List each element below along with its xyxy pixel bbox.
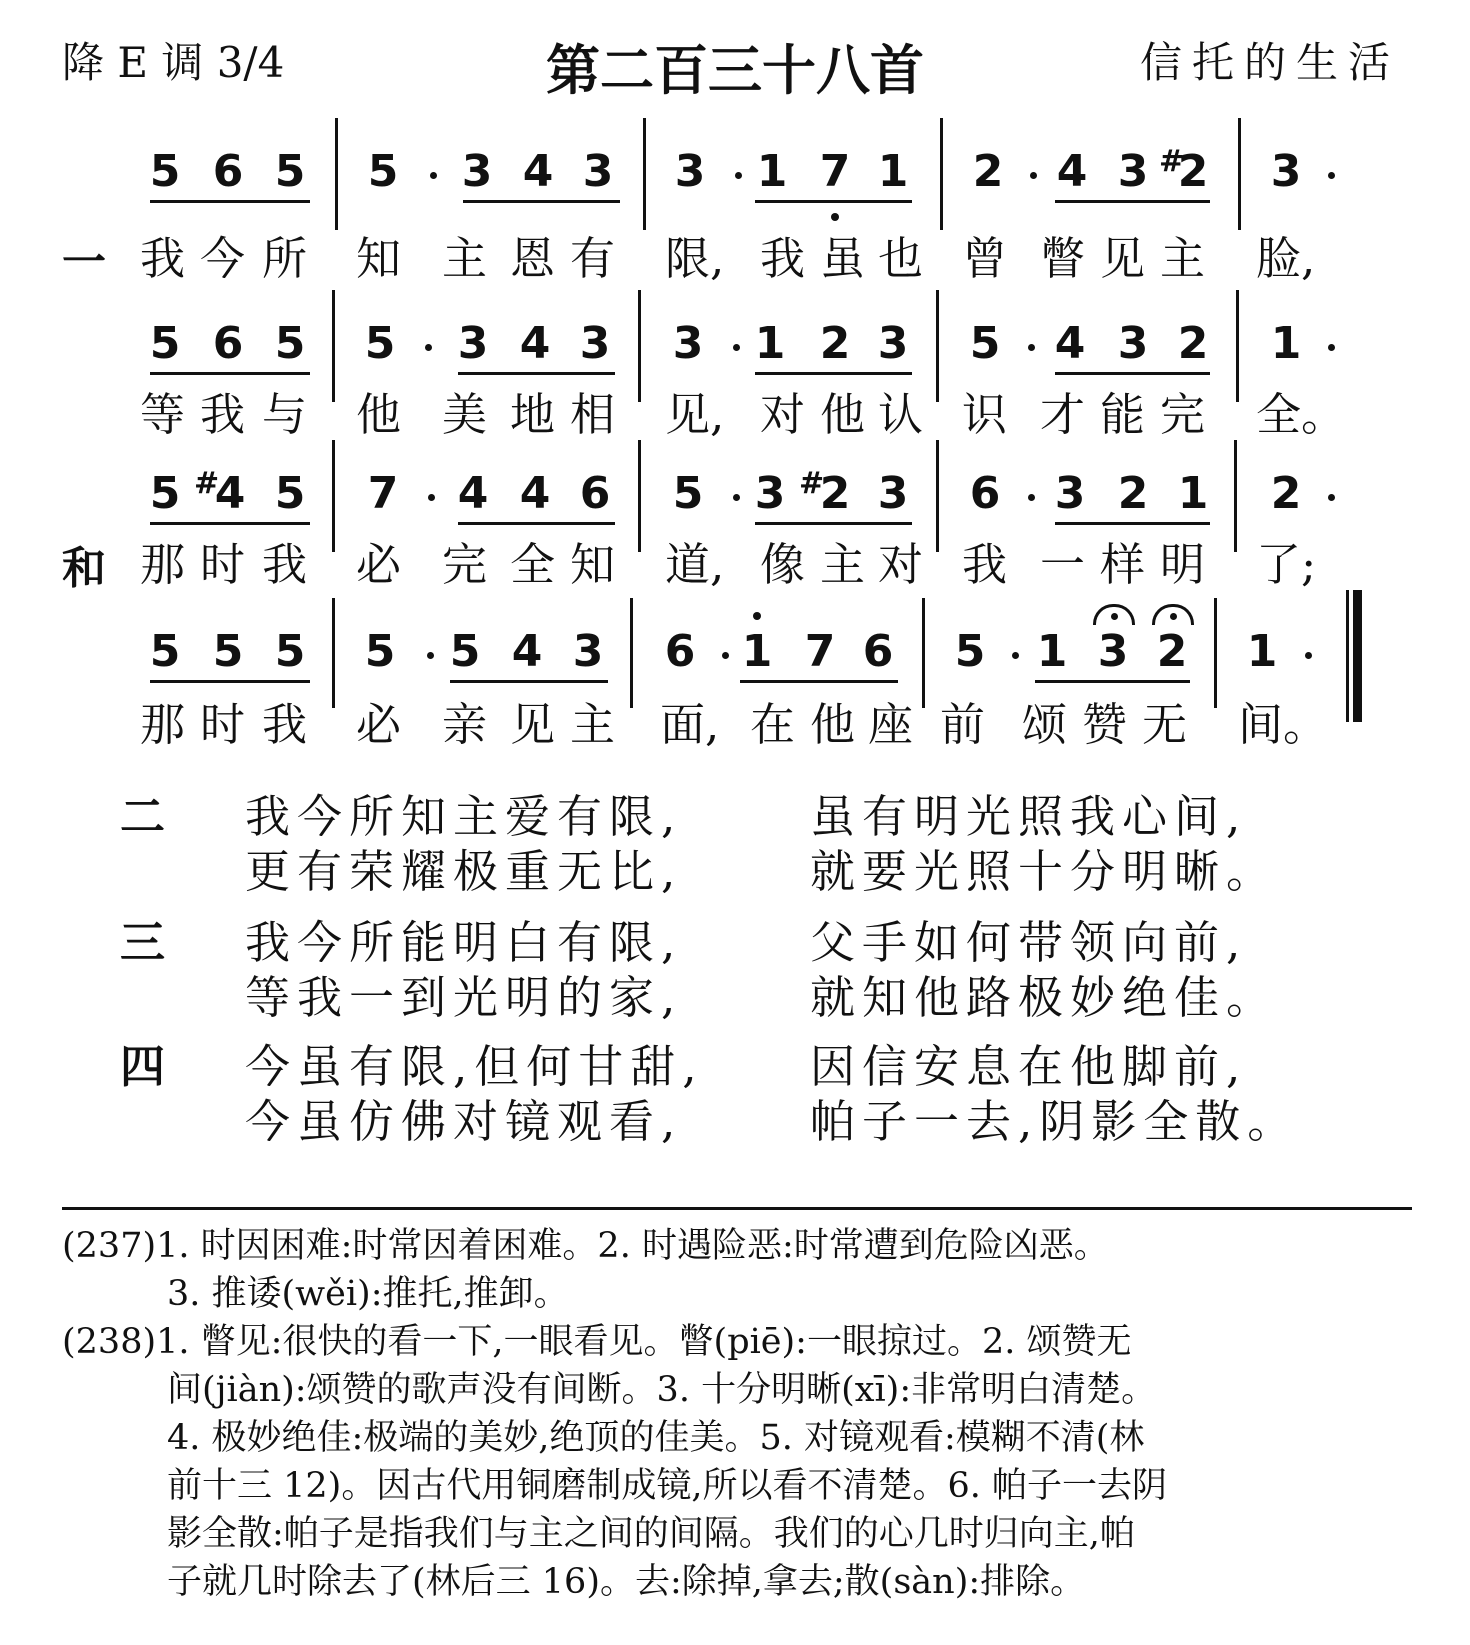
lyric-syllable: 一: [1040, 538, 1086, 591]
note: 3: [674, 146, 706, 197]
lyric-syllable: 明: [1160, 538, 1206, 591]
verse-line: 虽有明光照我心间,: [810, 790, 1248, 843]
note: 1: [1270, 318, 1302, 369]
lyric-syllable: 也: [878, 232, 924, 285]
lyric-syllable: 时: [200, 538, 246, 591]
note: 3: [582, 146, 614, 197]
note: 5: [449, 626, 481, 677]
note: 3: [1117, 318, 1149, 369]
lyric-syllable: 美: [442, 388, 488, 441]
verse-line: 我今所知主爱有限,: [245, 790, 683, 843]
lyric-syllable: 知: [356, 232, 402, 285]
note: 2: [819, 318, 851, 369]
eighth-beam: [755, 372, 912, 375]
note: 5: [969, 318, 1001, 369]
lyric-syllable: 那: [140, 698, 186, 751]
augmentation-dot: [428, 494, 435, 501]
eighth-beam: [1035, 680, 1190, 683]
eighth-beam: [150, 680, 310, 683]
lyric-syllable: 他: [810, 698, 856, 751]
eighth-beam: [1055, 200, 1210, 203]
note: 2: [1270, 468, 1302, 519]
verse-line: 等我一到光明的家,: [245, 971, 683, 1024]
barline: [335, 118, 338, 230]
note: 5: [954, 626, 986, 677]
lyric-syllable: 限,: [665, 232, 725, 285]
note: 4: [214, 468, 246, 519]
augmentation-dot: [733, 344, 740, 351]
lyric-syllable: 见: [510, 698, 556, 751]
note: 5: [149, 146, 181, 197]
fermata-icon: [1093, 604, 1135, 625]
augmentation-dot: [430, 172, 437, 179]
note: 3: [457, 318, 489, 369]
note: 4: [457, 468, 489, 519]
augmentation-dot: [1012, 652, 1019, 659]
lyric-syllable: 我: [760, 232, 806, 285]
lyric-row: [0, 528, 1470, 591]
lyric-syllable: 完: [1160, 388, 1206, 441]
lyric-syllable: 我: [262, 698, 308, 751]
hymn-theme: 信托的生活: [1139, 38, 1400, 87]
lyric-syllable: 认: [878, 388, 924, 441]
note: 1: [1246, 626, 1278, 677]
lyric-syllable: 我: [200, 388, 246, 441]
augmentation-dot: [735, 172, 742, 179]
verse-number: 三: [120, 916, 173, 969]
eighth-beam: [740, 680, 898, 683]
verse-line: 父手如何带领向前,: [810, 916, 1248, 969]
eighth-beam: [150, 372, 310, 375]
note: 1: [1177, 468, 1209, 519]
augmentation-dot: [427, 652, 434, 659]
lyric-syllable: 所: [262, 232, 308, 285]
eighth-beam: [450, 680, 608, 683]
lyric-syllable: 识: [962, 388, 1008, 441]
note: 6: [969, 468, 1001, 519]
note: 2: [1177, 146, 1209, 197]
lyric-syllable: 道,: [665, 538, 725, 591]
lyric-syllable: 完: [442, 538, 488, 591]
verse-line: 因信安息在他脚前,: [810, 1040, 1248, 1093]
note: 5: [149, 468, 181, 519]
note: 4: [1054, 318, 1086, 369]
lyric-syllable: 全: [510, 538, 556, 591]
lyric-syllable: 像: [760, 538, 806, 591]
footnote-divider: [62, 1207, 1412, 1210]
lyric-syllable: 瞥: [1040, 232, 1086, 285]
note: 3: [461, 146, 493, 197]
footnote-line: 3. 推诿(wěi):推托,推卸。: [167, 1274, 569, 1314]
eighth-beam: [458, 372, 615, 375]
note: 3: [672, 318, 704, 369]
note: 6: [579, 468, 611, 519]
staff-notes-row: [0, 312, 1470, 382]
lyric-syllable: 对: [878, 538, 924, 591]
note: 5: [672, 468, 704, 519]
note: 3: [572, 626, 604, 677]
footnote-line: 子就几时除去了(林后三 16)。去:除掉,拿去;散(sàn):排除。: [167, 1562, 1086, 1602]
lyric-syllable: 座: [868, 698, 914, 751]
lyric-syllable: 在: [750, 698, 796, 751]
note: 2: [819, 468, 851, 519]
lyric-syllable: 他: [356, 388, 402, 441]
lyric-syllable: 有: [570, 232, 616, 285]
lyric-syllable: 他: [820, 388, 866, 441]
note: 5: [274, 626, 306, 677]
lyric-syllable: 赞: [1082, 698, 1128, 751]
verse-number: 四: [120, 1040, 173, 1093]
footnote-line: 前十三 12)。因古代用铜磨制成镜,所以看不清楚。6. 帕子一去阴: [167, 1466, 1167, 1506]
verse-line: 就知他路极妙绝佳。: [810, 971, 1279, 1024]
augmentation-dot: [722, 652, 729, 659]
note: 2: [1117, 468, 1149, 519]
lyric-syllable: 等: [140, 388, 186, 441]
verse-line: 更有荣耀极重无比,: [245, 845, 683, 898]
sharp-sign: #: [799, 466, 825, 501]
lyric-syllable: 面,: [660, 698, 720, 751]
footnote-line: (238)1. 瞥见:很快的看一下,一眼看见。瞥(piē):一眼掠过。2. 颂赞无: [62, 1322, 1132, 1362]
augmentation-dot: [1030, 172, 1037, 179]
lyric-syllable: 必: [356, 538, 402, 591]
note: 5: [364, 318, 396, 369]
verse-line: 今虽有限,但何甘甜,: [245, 1040, 704, 1093]
lyric-syllable: 必: [356, 698, 402, 751]
augmentation-dot: [733, 494, 740, 501]
eighth-beam: [150, 200, 310, 203]
note: 4: [1056, 146, 1088, 197]
lyric-syllable: 无: [1142, 698, 1188, 751]
footnote-line: (237)1. 时因困难:时常因着困难。2. 时遇险恶:时常遭到危险凶恶。: [62, 1226, 1109, 1266]
note: 4: [511, 626, 543, 677]
staff-notes-row: [0, 620, 1470, 690]
note: 3: [1270, 146, 1302, 197]
barline: [1238, 118, 1241, 230]
fermata-icon: [1152, 604, 1194, 625]
verse-label: 和: [62, 543, 106, 594]
note: 5: [212, 626, 244, 677]
lyric-syllable: 今: [200, 232, 246, 285]
verse-line: 就要光照十分明晰。: [810, 845, 1279, 898]
augmentation-dot: [1028, 344, 1035, 351]
verse-block: [120, 1030, 1420, 1148]
note: 1: [741, 626, 773, 677]
note: 6: [664, 626, 696, 677]
lyric-syllable: 全。: [1256, 388, 1347, 441]
note: 1: [1036, 626, 1068, 677]
note: 4: [519, 468, 551, 519]
lyric-syllable: 相: [570, 388, 616, 441]
lyric-syllable: 了;: [1256, 538, 1317, 591]
eighth-beam: [1055, 522, 1210, 525]
verse-line: 我今所能明白有限,: [245, 916, 683, 969]
eighth-beam: [150, 522, 310, 525]
note: 2: [972, 146, 1004, 197]
augmentation-dot: [1328, 344, 1335, 351]
verse-label: 一: [62, 237, 106, 288]
eighth-beam: [1055, 372, 1210, 375]
note: 5: [274, 468, 306, 519]
verse-block: [120, 780, 1420, 898]
lyric-syllable: 主: [570, 698, 616, 751]
upper-octave-dot: [753, 612, 761, 620]
lyric-syllable: 与: [262, 388, 308, 441]
lower-octave-dot: [831, 213, 839, 221]
verse-number: 二: [120, 790, 173, 843]
note: 3: [1054, 468, 1086, 519]
footnote-line: 4. 极妙绝佳:极端的美妙,绝顶的佳美。5. 对镜观看:模糊不清(林: [167, 1418, 1145, 1458]
verse-line: 今虽仿佛对镜观看,: [245, 1095, 683, 1148]
footnotes: [62, 1222, 1412, 1606]
note: 4: [519, 318, 551, 369]
lyric-syllable: 才: [1040, 388, 1086, 441]
lyric-syllable: 主: [1160, 232, 1206, 285]
note: 3: [1097, 626, 1129, 677]
augmentation-dot: [1328, 172, 1335, 179]
eighth-beam: [755, 522, 912, 525]
verse-block: [120, 906, 1420, 1024]
footnote-line: 间(jiàn):颂赞的歌声没有间断。3. 十分明晰(xī):非常明白清楚。: [167, 1370, 1157, 1410]
note: 2: [1156, 626, 1188, 677]
augmentation-dot: [1028, 494, 1035, 501]
lyric-syllable: 时: [200, 698, 246, 751]
augmentation-dot: [1305, 652, 1312, 659]
lyric-syllable: 知: [570, 538, 616, 591]
staff-notes-row: [0, 462, 1470, 532]
lyric-syllable: 地: [510, 388, 556, 441]
lyric-syllable: 曾: [962, 232, 1008, 285]
lyric-syllable: 见,: [665, 388, 725, 441]
barline: [940, 118, 943, 230]
lyric-row: [0, 378, 1470, 441]
note: 5: [274, 146, 306, 197]
note: 3: [877, 318, 909, 369]
lyric-syllable: 我: [262, 538, 308, 591]
lyric-syllable: 脸,: [1256, 232, 1316, 285]
note: 7: [804, 626, 836, 677]
augmentation-dot: [1328, 494, 1335, 501]
note: 2: [1177, 318, 1209, 369]
sharp-sign: #: [194, 466, 220, 501]
lyric-syllable: 那: [140, 538, 186, 591]
key-signature: 降 E 调 3/4: [62, 38, 285, 87]
lyric-syllable: 见: [1100, 232, 1146, 285]
eighth-beam: [463, 200, 620, 203]
augmentation-dot: [425, 344, 432, 351]
lyric-syllable: 恩: [510, 232, 556, 285]
eighth-beam: [458, 522, 615, 525]
note: 3: [754, 468, 786, 519]
lyric-syllable: 主: [820, 538, 866, 591]
lyric-syllable: 能: [1100, 388, 1146, 441]
note: 7: [367, 468, 399, 519]
eighth-beam: [755, 200, 912, 203]
note: 5: [149, 318, 181, 369]
note: 5: [367, 146, 399, 197]
note: 5: [149, 626, 181, 677]
note: 1: [877, 146, 909, 197]
note: 3: [579, 318, 611, 369]
lyric-syllable: 我: [962, 538, 1008, 591]
lyric-syllable: 颂: [1022, 698, 1068, 751]
note: 6: [212, 146, 244, 197]
footnote-line: 影全散:帕子是指我们与主之间的间隔。我们的心几时归向主,帕: [167, 1514, 1135, 1554]
note: 4: [522, 146, 554, 197]
lyric-row: [0, 688, 1470, 751]
note: 7: [819, 146, 851, 197]
lyric-syllable: 亲: [442, 698, 488, 751]
lyric-syllable: 虽: [820, 232, 866, 285]
lyric-syllable: 对: [760, 388, 806, 441]
staff-notes-row: [0, 140, 1470, 210]
sharp-sign: #: [1159, 144, 1185, 179]
note: 6: [862, 626, 894, 677]
hymn-title: 第二百三十八首: [546, 39, 924, 102]
note: 5: [364, 626, 396, 677]
note: 3: [1117, 146, 1149, 197]
lyric-syllable: 间。: [1238, 698, 1329, 751]
note: 1: [754, 318, 786, 369]
lyric-syllable: 主: [442, 232, 488, 285]
lyric-syllable: 我: [140, 232, 186, 285]
note: 1: [756, 146, 788, 197]
verse-line: 帕子一去,阴影全散。: [810, 1095, 1300, 1148]
barline: [643, 118, 646, 230]
note: 5: [274, 318, 306, 369]
lyric-row: [0, 222, 1470, 285]
lyric-syllable: 样: [1100, 538, 1146, 591]
lyric-syllable: 前: [940, 698, 986, 751]
note: 3: [877, 468, 909, 519]
note: 6: [212, 318, 244, 369]
